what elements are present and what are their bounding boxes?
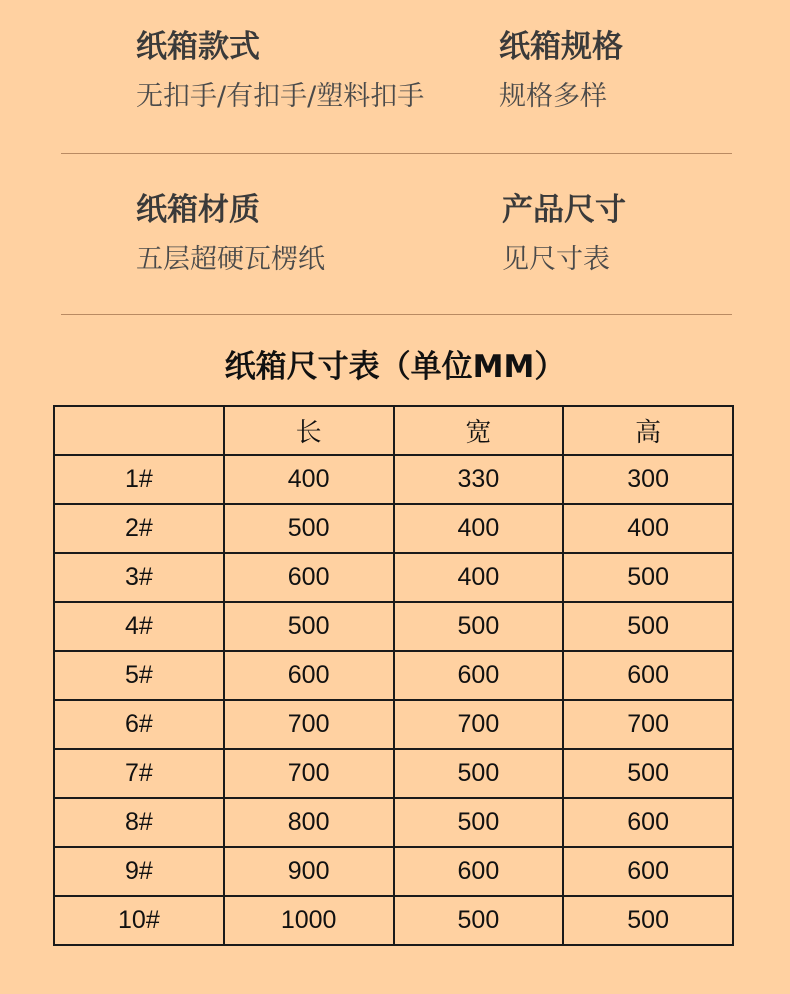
size-table-head (54, 406, 733, 455)
spec-block-size (499, 29, 623, 112)
cell-height: 300 (563, 455, 733, 504)
cell-height: 500 (563, 749, 733, 798)
cell-model: 1# (54, 455, 224, 504)
cell-model: 8# (54, 798, 224, 847)
cell-width: 600 (394, 651, 564, 700)
cell-length: 400 (224, 455, 394, 504)
table-row (54, 798, 733, 847)
cell-model: 4# (54, 602, 224, 651)
cell-width: 500 (394, 602, 564, 651)
spec-value-material: 五层超硬瓦楞纸 (136, 244, 325, 275)
table-row (54, 602, 733, 651)
cell-width: 500 (394, 896, 564, 945)
divider-bottom (61, 314, 732, 315)
header-cell-blank (54, 406, 224, 455)
cell-length: 1000 (224, 896, 394, 945)
cell-length: 600 (224, 553, 394, 602)
cell-model: 9# (54, 847, 224, 896)
cell-width: 600 (394, 847, 564, 896)
spec-value-dimension: 见尺寸表 (502, 244, 610, 275)
cell-width: 330 (394, 455, 564, 504)
table-header-row (54, 406, 733, 455)
cell-height: 500 (563, 896, 733, 945)
table-row (54, 504, 733, 553)
table-row (54, 749, 733, 798)
table-row (54, 455, 733, 504)
divider-top (61, 153, 732, 154)
size-table-title: 纸箱尺寸表（单位MM） (224, 349, 566, 385)
cell-model: 3# (54, 553, 224, 602)
size-table-body (54, 455, 733, 945)
cell-model: 2# (54, 504, 224, 553)
spec-title-dimension: 产品尺寸 (502, 192, 626, 228)
cell-height: 500 (563, 553, 733, 602)
cell-height: 600 (563, 847, 733, 896)
spec-title-material: 纸箱材质 (136, 192, 260, 228)
spec-value-size: 规格多样 (499, 81, 607, 112)
cell-length: 900 (224, 847, 394, 896)
spec-title-style: 纸箱款式 (136, 29, 260, 65)
cell-width: 700 (394, 700, 564, 749)
cell-width: 400 (394, 553, 564, 602)
cell-height: 700 (563, 700, 733, 749)
spec-block-style (136, 29, 425, 112)
cell-width: 500 (394, 798, 564, 847)
cell-model: 7# (54, 749, 224, 798)
cell-height: 600 (563, 798, 733, 847)
spec-block-material (136, 192, 325, 275)
cell-length: 600 (224, 651, 394, 700)
cell-width: 500 (394, 749, 564, 798)
cell-height: 500 (563, 602, 733, 651)
cell-length: 500 (224, 504, 394, 553)
table-row (54, 651, 733, 700)
table-row (54, 553, 733, 602)
cell-model: 5# (54, 651, 224, 700)
spec-block-dimension (502, 192, 626, 275)
header-cell-height: 高 (563, 406, 733, 455)
table-row (54, 700, 733, 749)
cell-width: 400 (394, 504, 564, 553)
cell-length: 500 (224, 602, 394, 651)
header-cell-length: 长 (224, 406, 394, 455)
cell-length: 800 (224, 798, 394, 847)
cell-length: 700 (224, 700, 394, 749)
cell-length: 700 (224, 749, 394, 798)
size-table (53, 405, 734, 946)
cell-height: 400 (563, 504, 733, 553)
cell-height: 600 (563, 651, 733, 700)
table-row (54, 896, 733, 945)
header-cell-width: 宽 (394, 406, 564, 455)
spec-value-style: 无扣手/有扣手/塑料扣手 (136, 81, 425, 112)
table-row (54, 847, 733, 896)
cell-model: 6# (54, 700, 224, 749)
spec-title-size: 纸箱规格 (499, 29, 623, 65)
cell-model: 10# (54, 896, 224, 945)
